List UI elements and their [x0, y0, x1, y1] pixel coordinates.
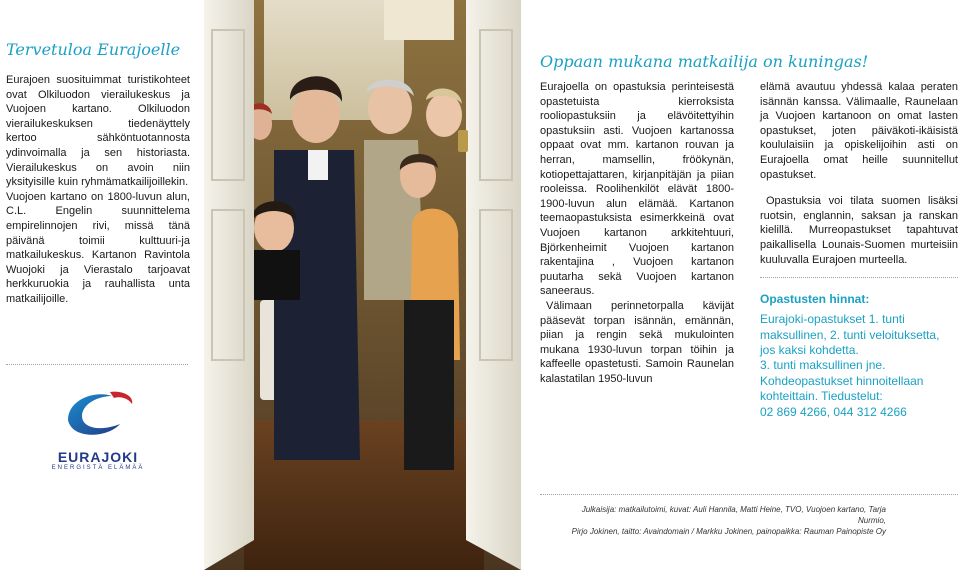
eurajoki-logo — [48, 386, 148, 471]
credits-line-1: Julkaisija: matkailutoimi, kuvat: Auli Hannila, Matti Heine, TVO, Vuojoen kartano, Tarja Nurmio, — [581, 505, 886, 525]
guides-title: Oppaan mukana matkailija on kuningas! — [540, 52, 869, 71]
prices-section — [760, 292, 958, 420]
guides-paragraph-1: Eurajoella on opastuksia perinteisestä opastetuista kierroksista rooliopastuksiin ja elävöitettyihin opastuksiin asti. Vuojoen kartanossa oppaat ovat mm. kartanon rouvan ja herran, mamsellin, fröökynän, kotiopettajattaren, kirjanpitäjän ja piian rooleissa. Roolihenkilöt elävät 1800-1900-luvun alun elämää. Kartanon teemaopastuksista esimerkkeinä ovat Vuojoen kartanon arkkitehtuuri, Björkenheimit Vuojoen kartanon rakentajina , Vuojoen kartanon puutarha sekä Vuojoen kartanon saneeraus. — [540, 81, 734, 298]
left-divider — [6, 364, 188, 365]
credits — [566, 504, 886, 537]
prices-divider — [760, 277, 958, 278]
group-photo — [204, 0, 521, 570]
group-in-doorway-image — [204, 0, 521, 570]
intro-title: Tervetuloa Eurajoelle — [6, 40, 181, 59]
price-line-1: Eurajoki-opastukset 1. tunti maksullinen, 2. tunti veloituksetta, jos kaksi kohdetta. — [760, 312, 940, 357]
intro-paragraph-2: Vuojoen kartano on 1800-luvun alun, C.L. Engelin suunnittelema empirelinnojen rivi, missä tänä päivänä toimii kulttuuri-ja matkailukeskus. Kartanon Ravintola Wuojoki ja Vierastalo tarjoavat herkkuruokia ja rauhallista unta matkailijoille. — [6, 190, 190, 305]
price-line-2: 3. tunti maksullinen jne. — [760, 358, 886, 373]
guides-column-b — [760, 80, 958, 420]
guides-column-a — [540, 80, 734, 386]
guides-paragraph-2: Välimaan perinnetorpalla kävijät pääsevät torpan isännän, emännän, piian ja rengin sekä mukulointen mukana 1930-luvun torpan töihin ja kaffeelle opastetusti. Samoin Raunelan kalastatilan 1950-luvun — [540, 299, 734, 385]
prices-heading: Opastusten hinnat: — [760, 292, 870, 307]
credits-line-2: Pirjo Jokinen, taitto: Avaindomain / Markku Jokinen, painopaikka: Rauman Painopiste Oy — [571, 527, 886, 536]
footer-divider — [540, 494, 958, 495]
guides-paragraph-4: Opastuksia voi tilata suomen lisäksi ruotsin, englannin, saksan ja ranskan kielillä. Murreopastukset tapahtuvat paikallisella Lounais-Suomen murteisiin kuuluvalla Eurajoen murteella. — [760, 195, 958, 266]
price-line-3: Kohdeopastukset hinnoitellaan kohteittain. Tiedustelut: — [760, 373, 924, 404]
intro-column — [6, 40, 190, 307]
guides-paragraph-3: elämä avautuu yhdessä kalaa perаten isännän kanssa. Välimaalle, Raunelaan ja Vuojoen kartanoon on omat lasten opastukset, joten päiväkoti-ikäisistä koululaisiin ja opiskelijoihin asti on Eurajoella omat heille suunnitellut opastukset. — [760, 81, 958, 181]
contact-phones: 02 869 4266, 044 312 4266 — [760, 404, 907, 419]
logo-tagline: ENERGISTÄ ELÄMÄÄ — [51, 465, 145, 471]
eurajoki-swoosh-icon — [48, 386, 148, 442]
logo-wordmark: EURAJOKI — [57, 449, 139, 465]
intro-paragraph-1: Eurajoen suosituimmat turistikohteet ovat Olkiluodon vierailukeskus ja Vuojoen kartano. Olkiluodon vierailukeskuksen tiedenäyttely kertoo sähköntuotannosta ydinvoimalla ja sen historiasta. Vierailukeskus on avoin niin yksityisille kuin ryhmämatkailijoillekin. — [6, 74, 190, 189]
